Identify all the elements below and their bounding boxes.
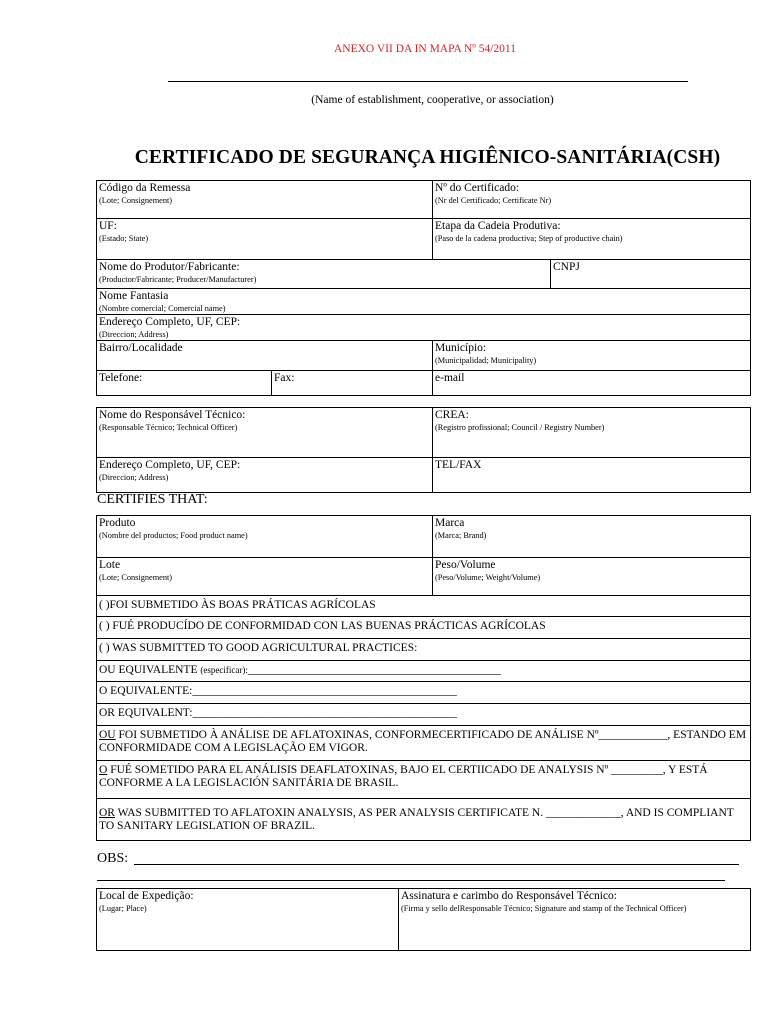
responsavel-label: Nome do Responsável Técnico:	[99, 409, 246, 421]
codigo-remessa-field[interactable]	[97, 181, 433, 219]
establishment-name-line	[168, 81, 688, 82]
option-boas-praticas-pt[interactable]	[97, 596, 751, 617]
producer-info-table	[96, 180, 751, 396]
fax-label: Fax:	[274, 372, 295, 384]
cnpj-label: CNPJ	[553, 261, 580, 273]
local-expedicao-label: Local de Expedição:	[99, 890, 194, 902]
crea-field[interactable]	[433, 408, 751, 458]
aflatoxinas-es-field[interactable]	[97, 761, 751, 799]
aflatoxin-en-text: WAS SUBMITTED TO AFLATOXIN ANALYSIS, AS PER ANALYSIS CERTIFICATE N. _____________, AND IS COMPLIANT TO SANITARY LEGISLATION OF BRAZIL.	[99, 807, 734, 832]
responsavel-sub: (Responsable Técnico; Technical Officer)	[99, 423, 238, 432]
local-expedicao-sub: (Lugar; Place)	[99, 904, 147, 913]
equivalent-en-text: OR EQUIVALENT:______________________________________________	[99, 707, 457, 719]
municipio-field[interactable]	[433, 341, 751, 371]
document-title: CERTIFICADO DE SEGURANÇA HIGIÊNICO-SANITÁRIA(CSH)	[134, 147, 721, 168]
certificado-numero-sub: (Nr del Certificado; Certificate Nr)	[435, 196, 552, 205]
crea-label: CREA:	[435, 409, 469, 421]
equivalent-en-field[interactable]	[97, 704, 751, 726]
nome-fantasia-sub: (Nombre comercial; Comercial name)	[99, 304, 226, 313]
etapa-sub: (Paso de la cadena productiva; Step of productive chain)	[435, 234, 623, 243]
cnpj-field[interactable]	[551, 260, 751, 289]
aflatoxinas-es-text: FUÉ SOMETIDO PARA EL ANÁLISIS DEAFLATOXINAS, BAJO EL CERTIICADO DE ANALYSIS Nº _________, Y ESTÁ CONFORME A LA LEGISLACIÓN SANITÁRIA DE BRASIL.	[99, 764, 708, 789]
option-buenas-practicas-es-text: ( ) FUÉ PRODUCÍDO DE CONFORMIDAD CON LAS BUENAS PRÁCTICAS AGRÍCOLAS	[99, 620, 546, 632]
lote-sub: (Lote; Consignement)	[99, 573, 173, 582]
certificado-numero-field[interactable]	[433, 181, 751, 219]
produto-label: Produto	[99, 517, 136, 529]
assinatura-field[interactable]	[399, 889, 751, 951]
marca-sub: (Marca; Brand)	[435, 531, 487, 540]
equivalente-pt-small: (especificar):	[200, 665, 248, 675]
produto-sub: (Nombre del productos; Food product name)	[99, 531, 248, 540]
crea-sub: (Registro profissional; Council / Registry Number)	[435, 423, 605, 432]
responsavel-endereco-field[interactable]	[97, 458, 433, 493]
equivalente-pt-line: ____________________________________________	[247, 664, 501, 676]
marca-label: Marca	[435, 517, 465, 529]
responsavel-endereco-sub: (Direccion; Address)	[99, 473, 169, 482]
responsavel-endereco-label: Endereço Completo, UF, CEP:	[99, 459, 241, 471]
telefone-field[interactable]	[97, 371, 272, 396]
endereco-field[interactable]	[97, 315, 751, 341]
codigo-remessa-label: Código da Remessa	[99, 182, 191, 194]
assinatura-sub: (Firma y sello delResponsable Técnico; Signature and stamp of the Technical Officer)	[401, 904, 687, 913]
bairro-label: Bairro/Localidade	[99, 342, 183, 354]
aflatoxinas-pt-ou: OU	[99, 729, 116, 741]
option-boas-praticas-pt-text: ( )FOI SUBMETIDO ÀS BOAS PRÁTICAS AGRÍCOLAS	[99, 599, 376, 611]
codigo-remessa-sub: (Lote; Consignement)	[99, 196, 173, 205]
obs-line-2[interactable]	[97, 880, 725, 881]
email-label: e-mail	[435, 372, 465, 384]
marca-field[interactable]	[433, 516, 751, 558]
municipio-label: Município:	[435, 342, 487, 354]
uf-field[interactable]	[97, 219, 433, 260]
option-buenas-practicas-es[interactable]	[97, 617, 751, 639]
uf-sub: (Estado; State)	[99, 234, 149, 243]
technical-officer-table	[96, 407, 751, 493]
municipio-sub: (Municipalidad; Municipality)	[435, 356, 537, 365]
option-good-practices-en-text: ( ) WAS SUBMITTED TO GOOD AGRICULTURAL PRACTICES:	[99, 642, 418, 654]
lote-label: Lote	[99, 559, 121, 571]
equivalente-pt-label: OU EQUIVALENTE	[99, 664, 198, 676]
produtor-label: Nome do Produtor/Fabricante:	[99, 261, 240, 273]
email-field[interactable]	[433, 371, 751, 396]
aflatoxinas-pt-text: FOI SUBMETIDO À ANÁLISE DE AFLATOXINAS, CONFORMECERTIFICADO DE ANÁLISE Nº____________, ESTANDO EM CONFORMIDADE COM A LEGISLAÇÃO EM VIGOR.	[99, 729, 747, 754]
telfax-label: TEL/FAX	[435, 459, 482, 471]
produto-field[interactable]	[97, 516, 433, 558]
establishment-label: (Name of establishment, cooperative, or association)	[311, 94, 554, 106]
obs-line-1[interactable]	[134, 864, 739, 865]
peso-field[interactable]	[433, 558, 751, 596]
produtor-field[interactable]	[97, 260, 551, 289]
peso-sub: (Peso/Volume; Weight/Volume)	[435, 573, 541, 582]
etapa-label: Etapa da Cadeia Produtiva:	[435, 220, 561, 232]
equivalente-pt-field[interactable]	[97, 661, 751, 682]
nome-fantasia-label: Nome Fantasia	[99, 290, 169, 302]
etapa-field[interactable]	[433, 219, 751, 260]
option-good-practices-en[interactable]	[97, 639, 751, 661]
product-certification-table	[96, 515, 751, 841]
uf-label: UF:	[99, 220, 117, 232]
signature-table	[96, 888, 751, 951]
aflatoxinas-es-o: O	[99, 764, 108, 776]
bairro-field[interactable]	[97, 341, 433, 371]
aflatoxin-en-or: OR	[99, 807, 115, 819]
assinatura-label: Assinatura e carimbo do Responsável Técnico:	[401, 890, 617, 902]
certificado-numero-label: Nº do Certificado:	[435, 182, 520, 194]
lote-field[interactable]	[97, 558, 433, 596]
endereco-sub: (Direccion; Address)	[99, 330, 169, 339]
aflatoxin-en-field[interactable]	[97, 799, 751, 841]
produtor-sub: (Productor/Fabricante; Producer/Manufacturer)	[99, 275, 257, 284]
annex-header: ANEXO VII DA IN MAPA Nº 54/2011	[333, 43, 517, 55]
peso-label: Peso/Volume	[435, 559, 496, 571]
telfax-field[interactable]	[433, 458, 751, 493]
equivalente-es-field[interactable]	[97, 682, 751, 704]
certifies-that-heading: CERTIFIES THAT:	[97, 492, 208, 507]
obs-label: OBS:	[97, 851, 129, 866]
fax-field[interactable]	[272, 371, 433, 396]
endereco-label: Endereço Completo, UF, CEP:	[99, 316, 241, 328]
telefone-label: Telefone:	[99, 372, 143, 384]
local-expedicao-field[interactable]	[97, 889, 399, 951]
nome-fantasia-field[interactable]	[97, 289, 751, 315]
aflatoxinas-pt-field[interactable]	[97, 726, 751, 761]
responsavel-field[interactable]	[97, 408, 433, 458]
equivalente-es-text: O EQUIVALENTE:______________________________________________	[99, 685, 457, 697]
